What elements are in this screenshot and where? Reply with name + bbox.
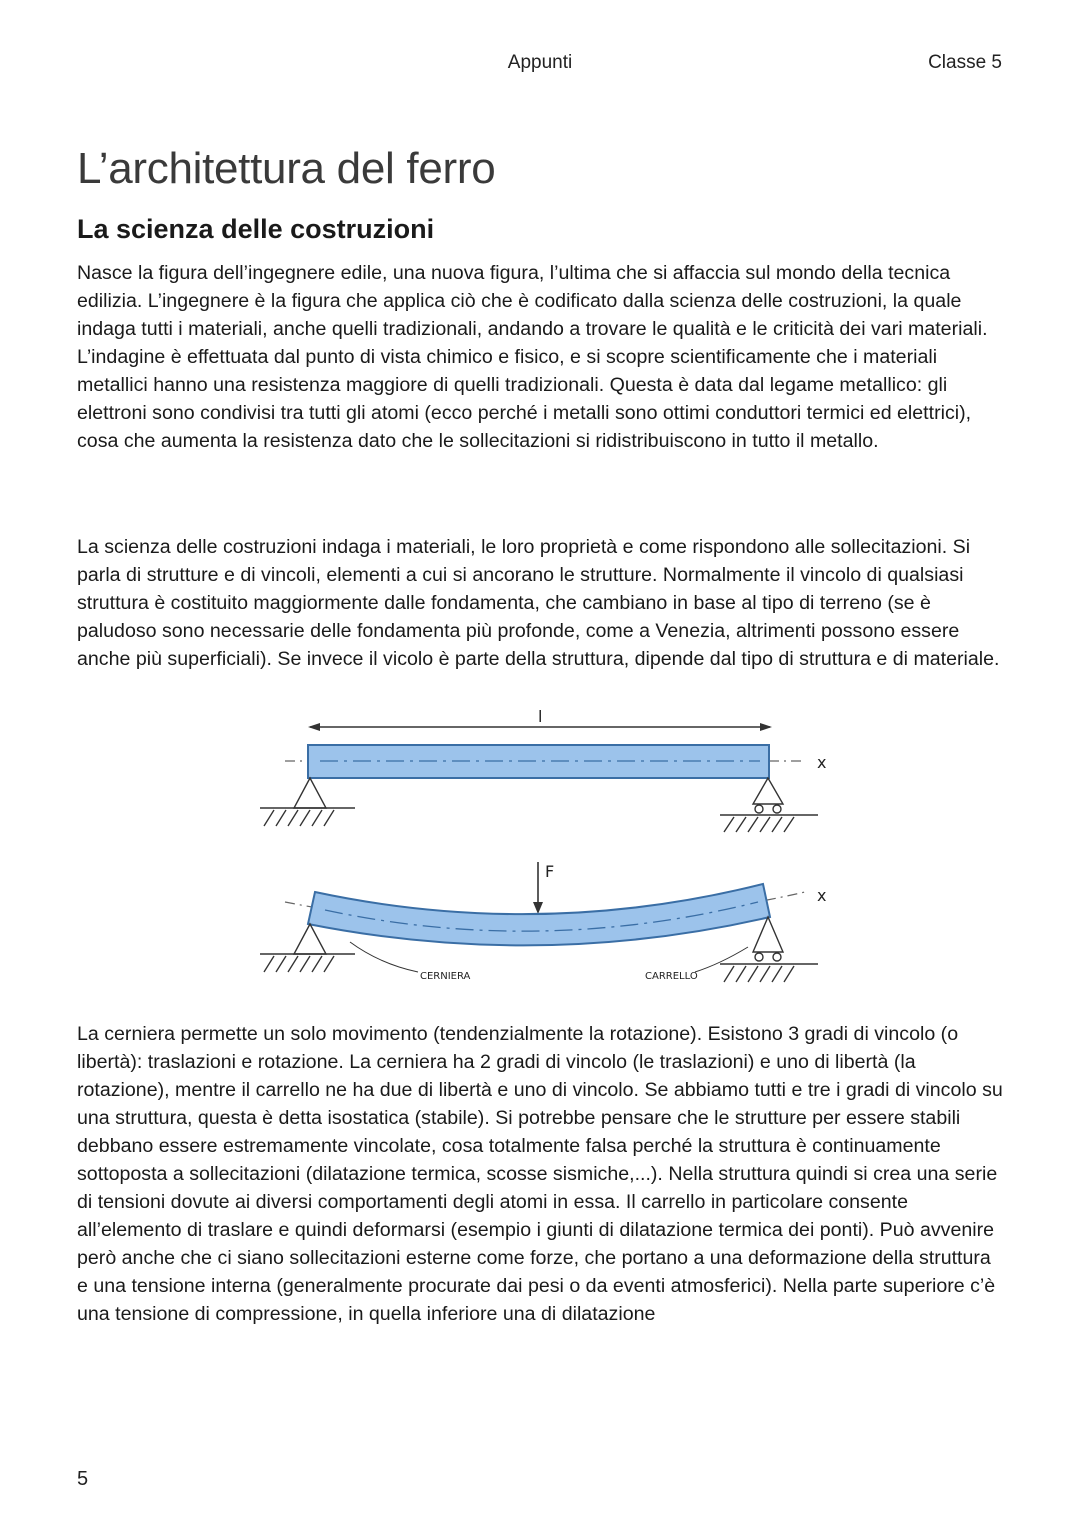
hinge-label: CERNIERA bbox=[420, 971, 471, 982]
page-title: L’architettura del ferro bbox=[77, 144, 496, 193]
paragraph-3: La cerniera permette un solo movimento (tendenzialmente la rotazione). Esistono 3 gradi di vincolo (o libertà): traslazioni e rotazione. La cerniera ha 2 gradi di vincolo (le traslazioni) e uno di libertà (la rotazione), mentre il carrello ne ha due di libertà e uno di vincolo. Se abbiamo tutti e tre i gradi di vincolo su una struttura, questa è detta isostatica (stabile). Si potrebbe pensare che le strutture per essere stabili debbano essere estremamente vincolate, cosa totalmente falsa perché la struttura è continuamente sottoposta a sollecitazioni (dilatazione termica, scosse sismiche,...). Nella struttura quindi si crea una serie di tensioni dovute ai diversi comportamenti degli atomi in essa. Il carrello in particolare consente all’elemento di traslare e quindi deformarsi (esempio i giunti di dilatazione termica dei ponti). Può avvenire però anche che ci siano sollecitazioni esterne come forze, che portano a una deformazione della struttura e una tensione interna (generalmente procurate dai pesi o da eventi atmosferici). Nella parte superiore c’è una tensione di compressione, in quella inferiore una di dilatazione bbox=[77, 1023, 1003, 1325]
page-number: 5 bbox=[77, 1468, 89, 1490]
deformed-beam bbox=[285, 884, 826, 945]
axis-label-bottom: x bbox=[817, 886, 827, 905]
hinge-support-bottom bbox=[260, 924, 355, 972]
beam-diagram bbox=[250, 702, 830, 992]
annotations bbox=[350, 942, 748, 982]
paragraph-2: La scienza delle costruzioni indaga i materiali, le loro proprietà e come rispondono alle sollecitazioni. Si parla di strutture e di vincoli, elementi a cui si ancorano le strutture. Normalmente il vincolo di qualsiasi struttura è costituito maggiormente dalle fondamenta, che cambiano in base al tipo di terreno (se è paludoso sono necessarie delle fondamenta più profonde, come a Venezia, altrimenti possono essere anche più superficiali). Se invece il vicolo è parte della struttura, dipende dal tipo di struttura e di materiale. bbox=[77, 536, 1000, 670]
force-arrow bbox=[533, 862, 554, 914]
hinge-support-top bbox=[260, 778, 355, 826]
span-dimension bbox=[308, 707, 772, 731]
header-class: Classe 5 bbox=[928, 52, 1002, 73]
section-title: La scienza delle costruzioni bbox=[77, 214, 435, 244]
header-title: Appunti bbox=[507, 52, 573, 73]
straight-beam bbox=[285, 745, 826, 778]
axis-label-top: x bbox=[817, 753, 827, 772]
roller-support-bottom bbox=[720, 917, 818, 982]
roller-label: CARRELLO bbox=[645, 971, 698, 982]
force-label: F bbox=[545, 862, 555, 881]
paragraph-1: Nasce la figura dell’ingegnere edile, una nuova figura, l’ultima che si affaccia sul mondo della tecnica edilizia. L’ingegnere è la figura che applica ciò che è codificato dalla scienza delle costruzioni, la quale indaga tutti i materiali, anche quelli tradizionali, andando a trovare le qualità e le criticità dei vari materiali. L’indagine è effettuata dal punto di vista chimico e fisico, e si scopre scientificamente che i materiali metallici hanno una resistenza maggiore di quelli tradizionali. Questa è data dal legame metallico: gli elettroni sono condivisi tra tutti gli atomi (ecco perché i metalli sono ottimi conduttori termici ed elettrici), cosa che aumenta la resistenza dato che le sollecitazioni si ridistribuiscono in tutto il metallo. bbox=[77, 262, 988, 452]
span-label: l bbox=[538, 707, 543, 726]
roller-support-top bbox=[720, 778, 818, 832]
